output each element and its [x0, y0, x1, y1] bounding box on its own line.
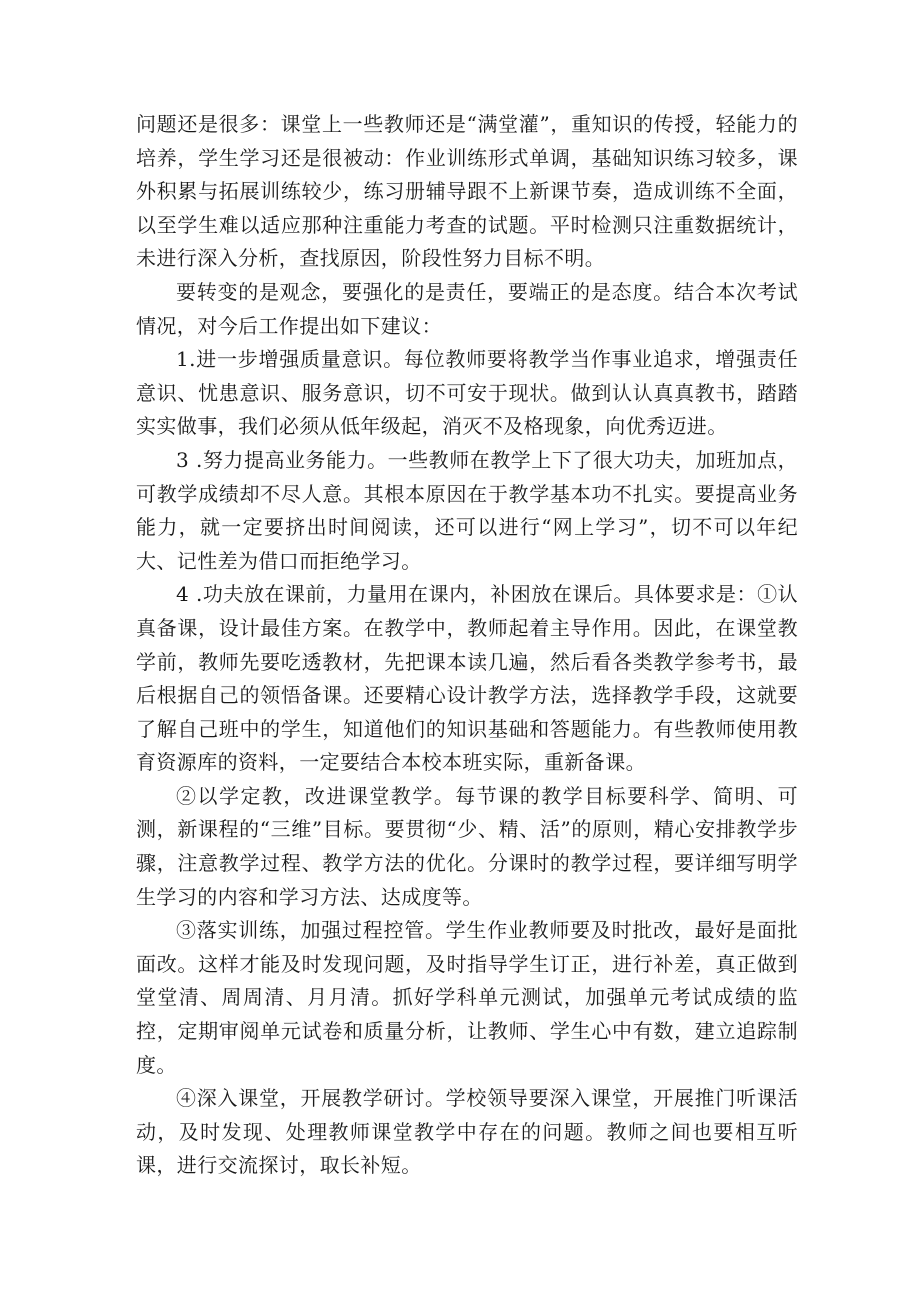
document-page — [136, 108, 798, 1183]
paragraph-continuation: 问题还是很多：课堂上一些教师还是“满堂灌”，重知识的传授，轻能力的培养，学生学习还是很被动：作业训练形式单调，基础知识练习较多，课外积累与拓展训练较少，练习册辅导跟不上新课节奏，造成训练不全面，以至学生难以适应那种注重能力考查的试题。平时检测只注重数据统计，未进行深入分析，查找原因，阶段性努力目标不明。 — [136, 112, 798, 271]
paragraph-classroom-teaching: ②以学定教，改进课堂教学。每节课的教学目标要科学、简明、可测，新课程的“三维”目标。要贯彻“少、精、活”的原则，精心安排教学步骤，注意教学过程、教学方法的优化。分课时的教学过程，要详细写明学生学习的内容和学习方法、达成度等。 — [136, 783, 798, 909]
paragraph-intro-suggestions: 要转变的是观念，要强化的是责任，要端正的是态度。结合本次考试情况，对今后工作提出如下建议： — [136, 279, 798, 338]
paragraph-quality-awareness: 1.进一步增强质量意识。每位教师要将教学当作事业追求，增强责任意识、忧患意识、服务意识，切不可安于现状。做到认认真真教书，踏踏实实做事，我们必须从低年级起，消灭不及格现象，向优秀迈进。 — [136, 347, 798, 439]
paragraph-training-control: ③落实训练，加强过程控管。学生作业教师要及时批改，最好是面批面改。这样才能及时发现问题，及时指导学生订正，进行补差，真正做到堂堂清、周周清、月月清。抓好学科单元测试，加强单元考试成绩的监控，定期审阅单元试卷和质量分析，让教师、学生心中有数，建立追踪制度。 — [136, 918, 798, 1077]
paragraph-lesson-preparation: 4 .功夫放在课前，力量用在课内，补困放在课后。具体要求是：①认真备课，设计最佳方案。在教学中，教师起着主导作用。因此，在课堂教学前，教师先要吃透教材，先把课本读几遍，然后看各类教学参考书，最后根据自己的领悟备课。还要精心设计教学方法，选择教学手段，这就要了解自己班中的学生，知道他们的知识基础和答题能力。有些教师使用教育资源库的资料，一定要结合本校本班实际，重新备课。 — [136, 582, 798, 775]
paragraph-classroom-research: ④深入课堂，开展教学研讨。学校领导要深入课堂，开展推门听课活动，及时发现、处理教师课堂教学中存在的问题。教师之间也要相互听课，进行交流探讨，取长补短。 — [136, 1086, 798, 1178]
paragraph-professional-ability: 3 .努力提高业务能力。一些教师在教学上下了很大功夫，加班加点，可教学成绩却不尽人意。其根本原因在于教学基本功不扎实。要提高业务能力，就一定要挤出时间阅读，还可以进行“网上学习”，切不可以年纪大、记性差为借口而拒绝学习。 — [136, 447, 798, 573]
